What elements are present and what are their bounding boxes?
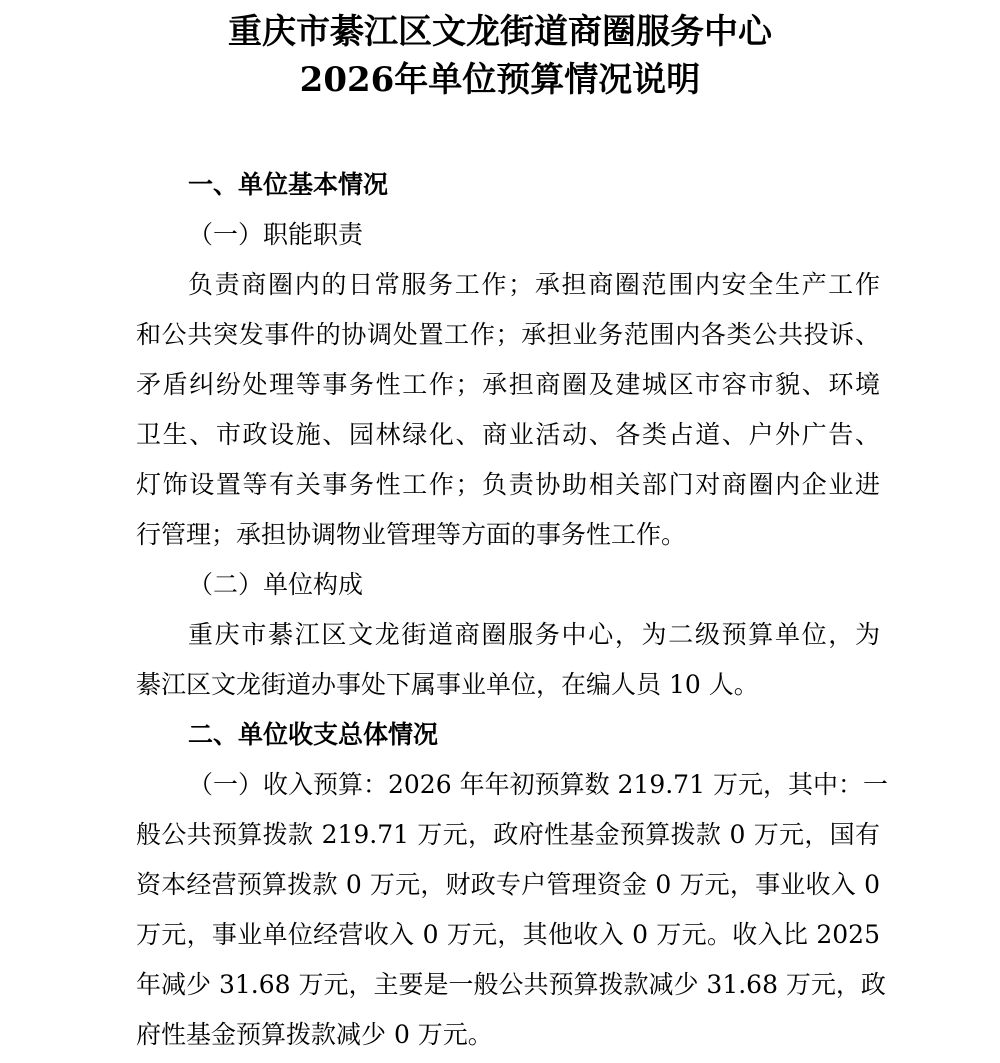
document-body [136,160,888,1060]
paragraph-line: 卫生、市政设施、园林绿化、商业活动、各类占道、户外广告、 [136,420,880,449]
paragraph-line: 资本经营预算拨款 0 万元，财政专户管理资金 0 万元，事业收入 0 [136,870,880,899]
paragraph-line: 矛盾纠纷处理等事务性工作；承担商圈及建城区市容市貌、环境 [136,370,880,399]
section-heading-budget-overview: 二、单位收支总体情况 [188,720,439,749]
paragraph-line: 年减少 31.68 万元，主要是一般公共预算拨款减少 31.68 万元，政 [136,970,886,999]
subsection-heading-functions: （一）职能职责 [188,220,364,249]
paragraph-line: 綦江区文龙街道办事处下属事业单位，在编人员 10 人。 [136,670,759,699]
paragraph-line: 般公共预算拨款 219.71 万元，政府性基金预算拨款 0 万元，国有 [136,820,880,849]
paragraph-line: 府性基金预算拨款减少 0 万元。 [136,1020,493,1049]
paragraph-line: （一）收入预算：2026 年年初预算数 219.71 万元，其中：一 [188,770,888,799]
paragraph-line: 行管理；承担协调物业管理等方面的事务性工作。 [136,520,687,549]
paragraph-line: 重庆市綦江区文龙街道商圈服务中心，为二级预算单位，为 [188,620,880,649]
document-title-line1: 重庆市綦江区文龙街道商圈服务中心 [228,12,772,52]
subsection-heading-composition: （二）单位构成 [188,570,364,599]
paragraph-line: 和公共突发事件的协调处置工作；承担业务范围内各类公共投诉、 [136,320,880,349]
paragraph-line: 负责商圈内的日常服务工作；承担商圈范围内安全生产工作 [188,270,880,299]
document-title-line2: 2026年单位预算情况说明 [299,60,701,100]
paragraph-line: 万元，事业单位经营收入 0 万元，其他收入 0 万元。收入比 2025 [136,920,880,949]
section-heading-basic-info: 一、单位基本情况 [188,170,389,199]
paragraph-line: 灯饰设置等有关事务性工作；负责协助相关部门对商圈内企业进 [136,470,880,499]
